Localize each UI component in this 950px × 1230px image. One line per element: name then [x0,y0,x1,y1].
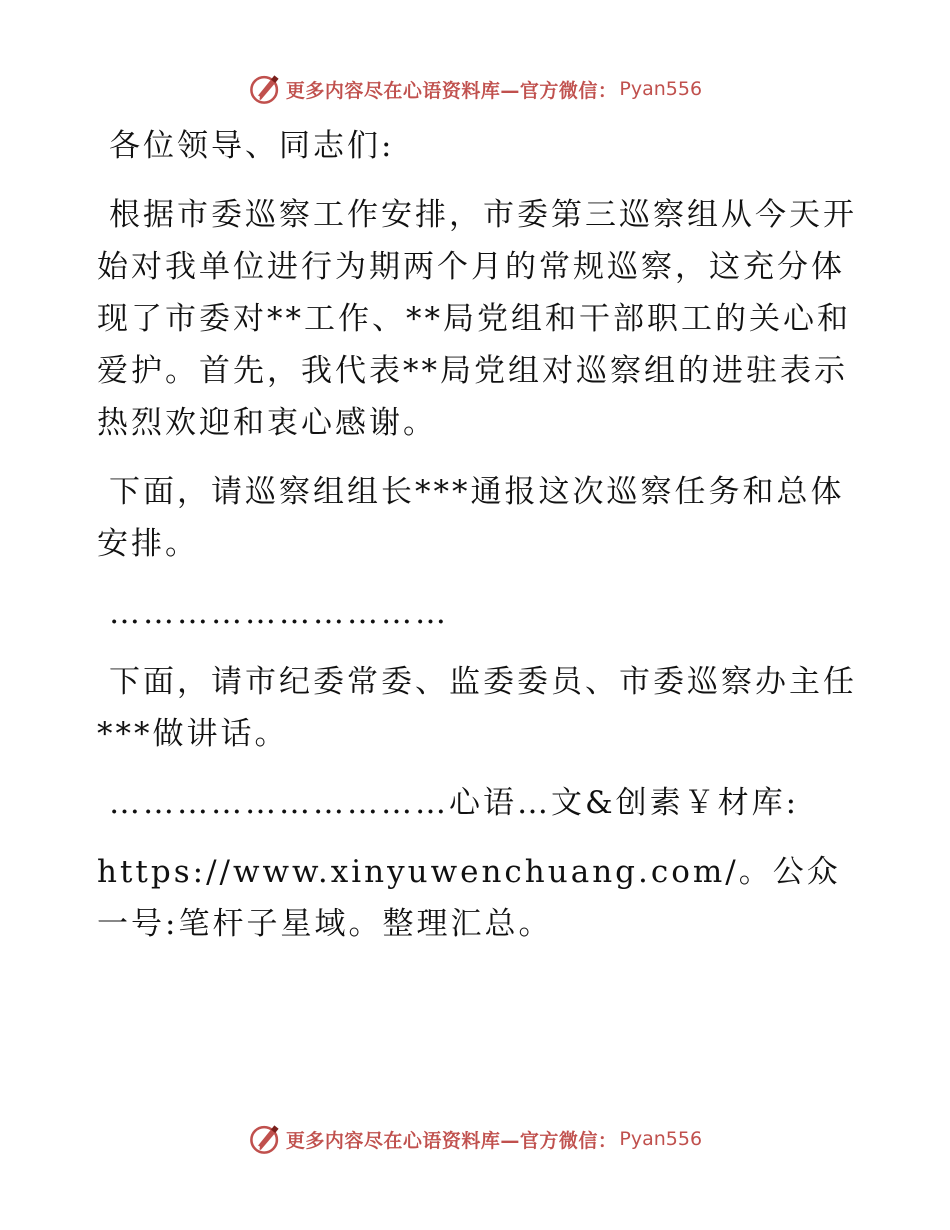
ellipsis-source-line: …………………………心语…文&创素￥材库: [109,785,800,821]
pen-logo-icon [248,1122,282,1156]
paragraph-speech: 下面，请市纪委常委、监委委员、市委巡察办主任***做讲话。 [97,664,857,752]
footer-watermark [0,1121,950,1157]
document-body [97,120,857,967]
pen-logo-icon [248,72,282,106]
paragraph-leader-report: 下面，请巡察组组长***通报这次巡察任务和总体安排。 [97,474,845,562]
watermark-text: 更多内容尽在心语资料库—官方微信： [285,1129,618,1152]
watermark-wechat-id: Pyan556 [619,78,703,100]
salutation: 各位领导、同志们: [109,128,395,164]
watermark-text: 更多内容尽在心语资料库—官方微信： [285,79,618,102]
ellipsis-line: ………………………… [109,595,449,631]
header-watermark [0,71,950,107]
paragraph-source-url: https://www.xinyuwenchuang.com/。公众一号:笔杆子星域。整理汇总。 [97,854,841,942]
paragraph-opening: 根据市委巡察工作安排，市委第三巡察组从今天开始对我单位进行为期两个月的常规巡察，这充分体现了市委对**工作、**局党组和干部职工的关心和爱护。首先，我代表**局党组对巡察组的进驻表示热烈欢迎和衷心感谢。 [97,197,857,441]
watermark-wechat-id: Pyan556 [619,1128,703,1150]
